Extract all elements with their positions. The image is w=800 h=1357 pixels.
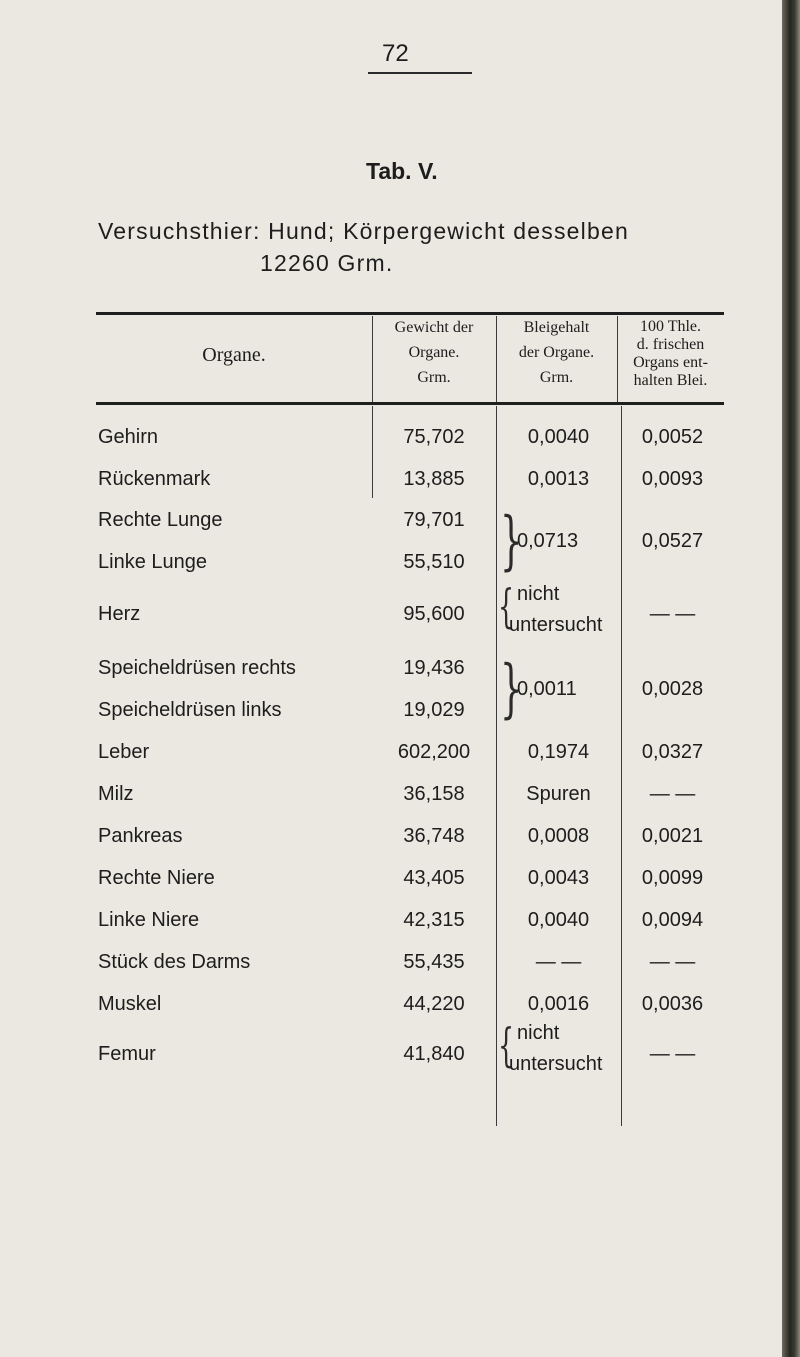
glands-per100: 0,0028: [641, 678, 704, 700]
row-per100: 0,0036: [641, 993, 704, 1015]
header-weight: [372, 318, 496, 388]
lungs-lead: 0,0713: [517, 530, 579, 552]
row-per100: 0,0021: [641, 825, 704, 847]
row-weight: 79,701: [403, 509, 465, 531]
femur-lead-line-2: untersucht: [509, 1053, 603, 1075]
row-lead: 0,0008: [527, 825, 590, 847]
row-per100: 0,0052: [641, 426, 704, 448]
row-organ: Linke Niere: [98, 909, 200, 931]
row-organ: Stück des Darms: [98, 951, 251, 973]
row-organ: Leber: [98, 741, 150, 763]
row-organ: Herz: [98, 603, 141, 625]
header-lead-line-3: Grm.: [539, 369, 574, 386]
row-organ: Rechte Lunge: [98, 509, 223, 531]
row-lead: 0,0040: [527, 426, 590, 448]
header-per100-line-3: Organs ent-: [633, 354, 708, 371]
page-edge: [782, 0, 800, 1357]
table-title: Tab. V.: [366, 158, 438, 184]
row-organ: Rechte Niere: [98, 867, 215, 889]
page-number: 72: [382, 40, 409, 67]
header-per100: [617, 318, 724, 390]
table-top-rule: [96, 312, 724, 315]
row-weight: 36,748: [403, 825, 465, 847]
row-per100: 0,0094: [641, 909, 704, 931]
header-per100-line-2: d. frischen: [636, 336, 705, 353]
row-weight: 55,510: [403, 551, 465, 573]
row-organ: Pankreas: [98, 825, 183, 847]
row-organ: Milz: [98, 783, 134, 805]
row-per100: 0,0327: [641, 741, 704, 763]
row-organ: Rückenmark: [98, 468, 211, 490]
subtitle-line-2: 12260 Grm.: [260, 250, 394, 276]
row-lead: Spuren: [526, 783, 591, 805]
row-organ: Femur: [98, 1043, 156, 1065]
lungs-per100: 0,0527: [641, 530, 704, 552]
row-lead: 0,0043: [527, 867, 590, 889]
row-organ: Gehirn: [98, 426, 159, 448]
page-number-underline: [368, 72, 472, 74]
row-weight: 95,600: [403, 603, 465, 625]
header-per100-line-1: 100 Thle.: [639, 318, 702, 335]
body-divider-3: [621, 406, 622, 1126]
herz-lead-line-1: nicht: [517, 583, 560, 605]
brace-icon: }: [500, 504, 523, 578]
row-per100: — —: [649, 783, 696, 805]
herz-lead-line-2: untersucht: [509, 614, 603, 636]
row-lead: 0,0013: [527, 468, 590, 490]
row-lead: — —: [535, 951, 582, 973]
brace-icon: }: [500, 652, 523, 726]
row-weight: 36,158: [403, 783, 465, 805]
row-lead: 0,0040: [527, 909, 590, 931]
brace-icon: {: [498, 1018, 515, 1072]
header-lead-line-1: Bleigehalt: [523, 319, 590, 336]
header-organ: Organe.: [202, 344, 266, 366]
row-lead: 0,1974: [527, 741, 590, 763]
row-organ: Speicheldrüsen rechts: [98, 657, 296, 679]
row-lead: 0,0016: [527, 993, 590, 1015]
header-lead-line-2: der Organe.: [518, 344, 595, 361]
body-divider-2: [496, 406, 497, 1126]
row-per100: 0,0093: [641, 468, 704, 490]
row-per100: 0,0099: [641, 867, 704, 889]
row-weight: 13,885: [403, 468, 465, 490]
row-organ: Muskel: [98, 993, 162, 1015]
header-bottom-rule: [96, 402, 724, 405]
row-per100: — —: [649, 603, 696, 625]
femur-lead-line-1: nicht: [517, 1022, 560, 1044]
row-weight: 43,405: [403, 867, 465, 889]
row-weight: 41,840: [403, 1043, 465, 1065]
header-weight-line-1: Gewicht der: [394, 319, 474, 336]
brace-icon: {: [498, 579, 515, 633]
row-weight: 44,220: [403, 993, 465, 1015]
row-weight: 19,029: [403, 699, 465, 721]
row-organ: Linke Lunge: [98, 551, 207, 573]
row-per100: — —: [649, 1043, 696, 1065]
row-weight: 75,702: [403, 426, 465, 448]
row-per100: — —: [649, 951, 696, 973]
row-weight: 55,435: [403, 951, 465, 973]
header-lead: [496, 318, 617, 388]
header-weight-line-2: Organe.: [408, 344, 460, 361]
row-weight: 19,436: [403, 657, 465, 679]
subtitle-line-1: Versuchsthier: Hund; Körpergewicht desselben: [98, 218, 629, 244]
row-weight: 602,200: [397, 741, 471, 763]
glands-lead: 0,0011: [517, 678, 577, 700]
header-per100-line-4: halten Blei.: [633, 372, 708, 389]
header-weight-line-3: Grm.: [417, 369, 451, 386]
row-organ: Speicheldrüsen links: [98, 699, 282, 721]
row-weight: 42,315: [403, 909, 465, 931]
